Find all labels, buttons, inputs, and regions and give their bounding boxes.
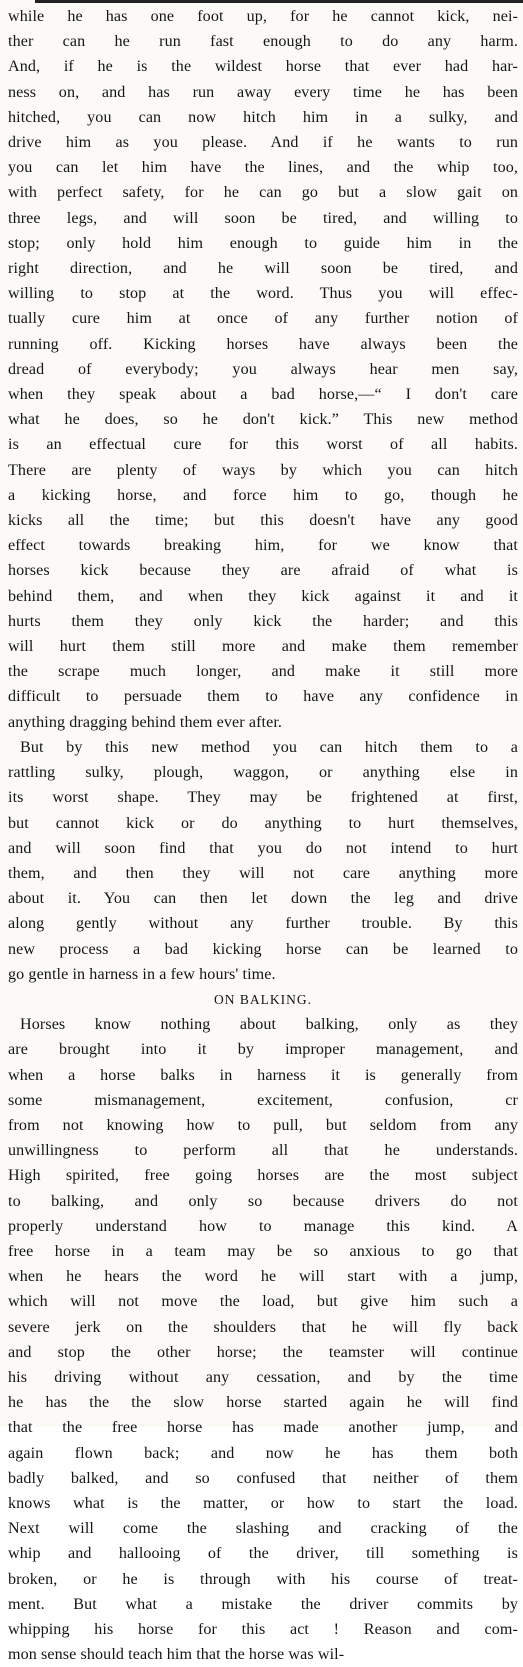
text-line: its worst shape. They may be frightened at first, — [8, 789, 518, 807]
text-line: again flown back; and now he has them both — [8, 1444, 518, 1462]
text-line: right direction, and he will soon be tired, and — [8, 260, 518, 278]
text-line: the scrape much longer, and make it still more — [8, 663, 518, 681]
text-line: three legs, and will soon be tired, and willing to — [8, 209, 518, 227]
text-line: while he has one foot up, for he cannot kick, nei- — [8, 8, 518, 25]
text-line: properly understand how to manage this kind. A — [8, 1217, 518, 1235]
text-line: ther can he run fast enough to do any harm. — [8, 33, 518, 51]
text-line: new process a bad kicking horse can be learned to — [8, 940, 518, 958]
text-line: behind them, and when they kick against it and it — [8, 587, 518, 605]
text-line: dread of everybody; you always hear men say, — [8, 360, 518, 378]
text-line: But by this new method you can hitch them to a — [20, 738, 518, 756]
text-line: Next will come the slashing and cracking of the — [8, 1520, 518, 1538]
text-line: his driving without any cessation, and by the time — [8, 1368, 518, 1386]
text-line: tually cure him at once of any further notion of — [8, 310, 518, 328]
text-line: whipping his horse for this act ! Reason and com- — [8, 1621, 518, 1638]
text-line: free horse in a team may be so anxious to go that — [8, 1242, 518, 1260]
text-line: go gentle in harness in a few hours' time. — [8, 965, 276, 983]
text-line: difficult to persuade them to have any confidence in — [8, 688, 518, 706]
text-line: There are plenty of ways by which you can hitch — [8, 461, 518, 479]
text-line: High spirited, free going horses are the most subject — [8, 1167, 518, 1185]
text-line: hurts them they only kick the harder; and this — [8, 612, 518, 630]
text-line: them, and then they will not care anything more — [8, 864, 518, 882]
text-line: mon sense should teach him that the horse was wil- — [8, 1646, 345, 1664]
text-line: and stop the other horse; the teamster will continue — [8, 1343, 518, 1361]
section-heading: ON BALKING. — [214, 991, 312, 1007]
text-line: stop; only hold him enough to guide him in the — [8, 234, 518, 252]
text-line: badly balked, and so confused that neither of them — [8, 1469, 518, 1487]
text-line: unwillingness to perform all that he understands. — [8, 1142, 518, 1160]
text-line: which will not move the load, but give him such a — [8, 1293, 518, 1311]
text-line: kicks all the time; but this doesn't have any good — [8, 512, 518, 530]
text-line: ment. But what a mistake the driver commits by — [8, 1595, 518, 1613]
body-text — [8, 4, 518, 987]
paragraph — [8, 735, 518, 987]
paragraph — [8, 4, 518, 735]
text-line: about it. You can then let down the leg and drive — [8, 890, 518, 908]
text-line: you can let him have the lines, and the whip too, — [8, 159, 518, 177]
text-line: from not knowing how to pull, but seldom from any — [8, 1116, 518, 1134]
text-line: is an effectual cure for this worst of all habits. — [8, 436, 518, 454]
text-line: along gently without any further trouble. By this — [8, 915, 518, 933]
text-line: but cannot kick or do anything to hurt themselves, — [8, 814, 518, 832]
text-line: when they speak about a bad horse,—“ I don't care — [8, 386, 518, 404]
top-rule — [35, 0, 523, 3]
text-line: drive him as you please. And if he wants to run — [8, 134, 518, 152]
text-line: severe jerk on the shoulders that he will fly back — [8, 1318, 518, 1336]
text-column — [8, 4, 518, 1667]
text-line: that the free horse has made another jump, and — [8, 1419, 518, 1437]
text-line: to balking, and only so because drivers do not — [8, 1192, 518, 1210]
text-line: running off. Kicking horses have always been the — [8, 335, 518, 353]
text-line: when a horse balks in harness it is generally from — [8, 1066, 518, 1084]
section-body-text — [8, 1012, 518, 1667]
text-line: ness on, and has run away every time he has been — [8, 83, 518, 101]
text-line: when he hears the word he will start with a jump, — [8, 1268, 518, 1286]
text-line: hitched, you can now hitch him in a sulky, and — [8, 108, 518, 126]
text-line: willing to stop at the word. Thus you will effec- — [8, 285, 518, 303]
text-line: And, if he is the wildest horse that ever had har- — [8, 58, 518, 76]
text-line: will hurt them still more and make them remember — [8, 638, 518, 656]
text-line: anything dragging behind them ever after. — [8, 713, 283, 731]
text-line: rattling sulky, plough, waggon, or anything else in — [8, 764, 518, 782]
text-line: are brought into it by improper management, and — [8, 1041, 518, 1059]
text-line: knows what is the matter, or how to start the load. — [8, 1494, 518, 1512]
text-line: he has the the slow horse started again he will find — [8, 1394, 518, 1412]
text-line: what he does, so he don't kick.” This new method — [8, 411, 518, 429]
text-line: horses kick because they are afraid of what is — [8, 562, 518, 580]
text-line: and will soon find that you do not intend to hurt — [8, 839, 518, 857]
text-line: whip and hallooing of the driver, till something is — [8, 1545, 518, 1563]
text-line: Horses know nothing about balking, only as they — [20, 1016, 518, 1034]
paragraph — [8, 1012, 518, 1667]
text-line: broken, or he is through with his course of treat- — [8, 1570, 518, 1588]
text-line: with perfect safety, for he can go but a slow gait on — [8, 184, 518, 202]
text-line: a kicking horse, and force him to go, though he — [8, 486, 518, 504]
text-line: some mismanagement, excitement, confusion, cr — [8, 1091, 518, 1109]
text-line: effect towards breaking him, for we know that — [8, 537, 518, 555]
